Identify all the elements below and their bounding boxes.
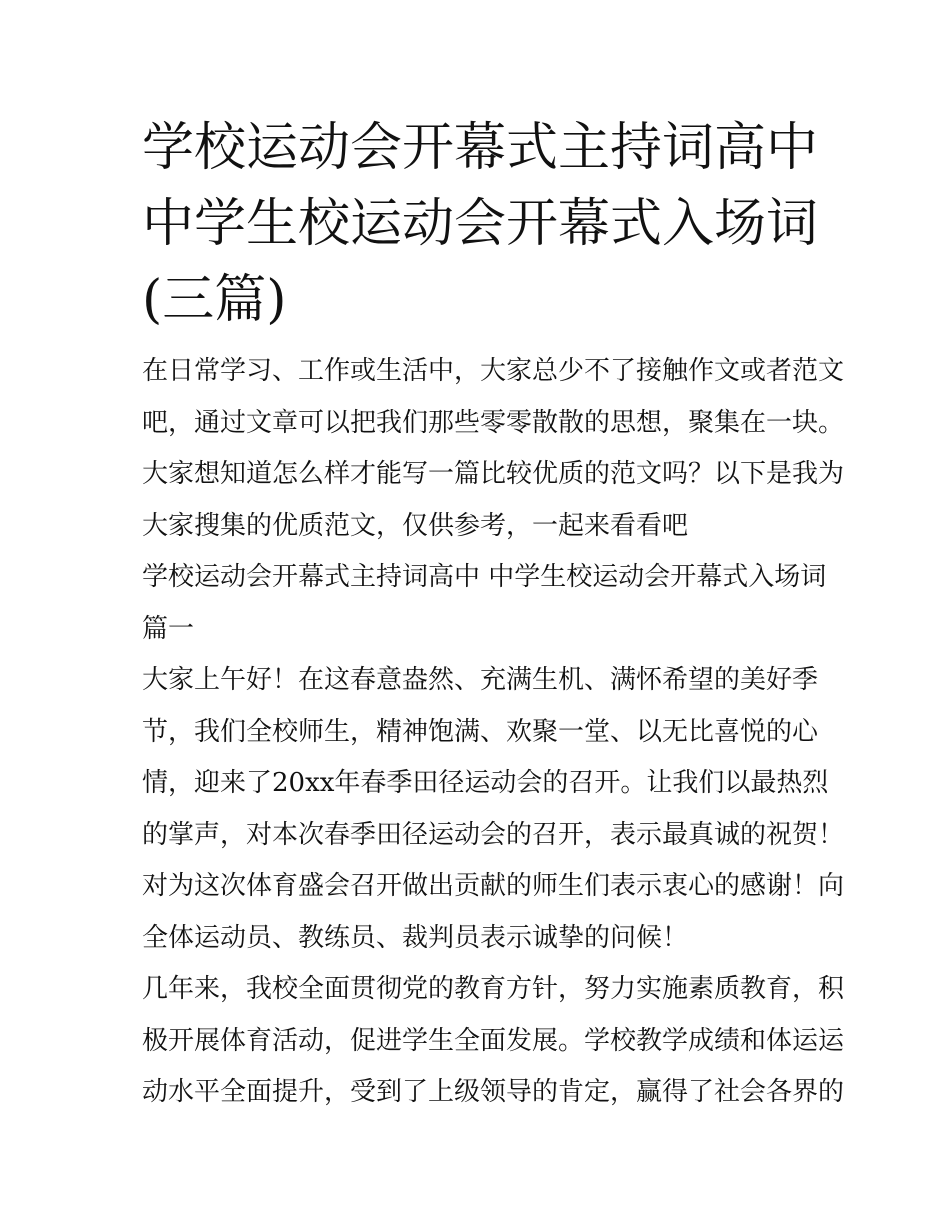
- text-line: 动水平全面提升，受到了上级领导的肯定，赢得了社会各界的: [142, 1077, 845, 1107]
- text-line: 大家想知道怎么样才能写一篇比较优质的范文吗？以下是我为: [142, 459, 845, 489]
- text-line: 对为这次体育盛会召开做出贡献的师生们表示衷心的感谢！向: [142, 871, 845, 901]
- text-line: 情，迎来了20xx年春季田径运动会的召开。让我们以最热烈: [142, 768, 829, 798]
- title-line: (三篇): [142, 270, 287, 330]
- text-line: 极开展体育活动，促进学生全面发展。学校教学成绩和体运运: [142, 1025, 845, 1056]
- text-line: 几年来，我校全面贯彻党的教育方针，努力实施素质教育，积: [142, 974, 845, 1004]
- intro-paragraph: [142, 346, 845, 552]
- section-heading: [142, 552, 827, 655]
- title-line: 学校运动会开幕式主持词高中: [142, 118, 819, 178]
- text-line: 全体运动员、教练员、裁判员表示诚挚的问候！: [142, 922, 689, 953]
- document-page: [142, 110, 845, 1119]
- document-title: [142, 110, 822, 338]
- text-line: 吧，通过文章可以把我们那些零零散散的思想，聚集在一块。: [142, 407, 845, 438]
- text-line: 大家上午好！在这春意盎然、充满生机、满怀希望的美好季: [142, 665, 819, 695]
- text-line: 大家搜集的优质范文，仅供参考，一起来看看吧: [142, 510, 689, 541]
- body-paragraph-1: [142, 655, 845, 964]
- text-line: 节，我们全校师生，精神饱满、欢聚一堂、以无比喜悦的心: [142, 716, 819, 747]
- body-paragraph-2: [142, 964, 845, 1119]
- title-line: 中学生校运动会开幕式入场词: [142, 194, 819, 254]
- text-line: 学校运动会开幕式主持词高中 中学生校运动会开幕式入场词: [142, 562, 827, 592]
- text-line: 的掌声，对本次春季田径运动会的召开，表示最真诚的祝贺！: [142, 819, 845, 850]
- text-line: 篇一: [142, 613, 195, 644]
- text-line: 在日常学习、工作或生活中，大家总少不了接触作文或者范文: [142, 356, 845, 386]
